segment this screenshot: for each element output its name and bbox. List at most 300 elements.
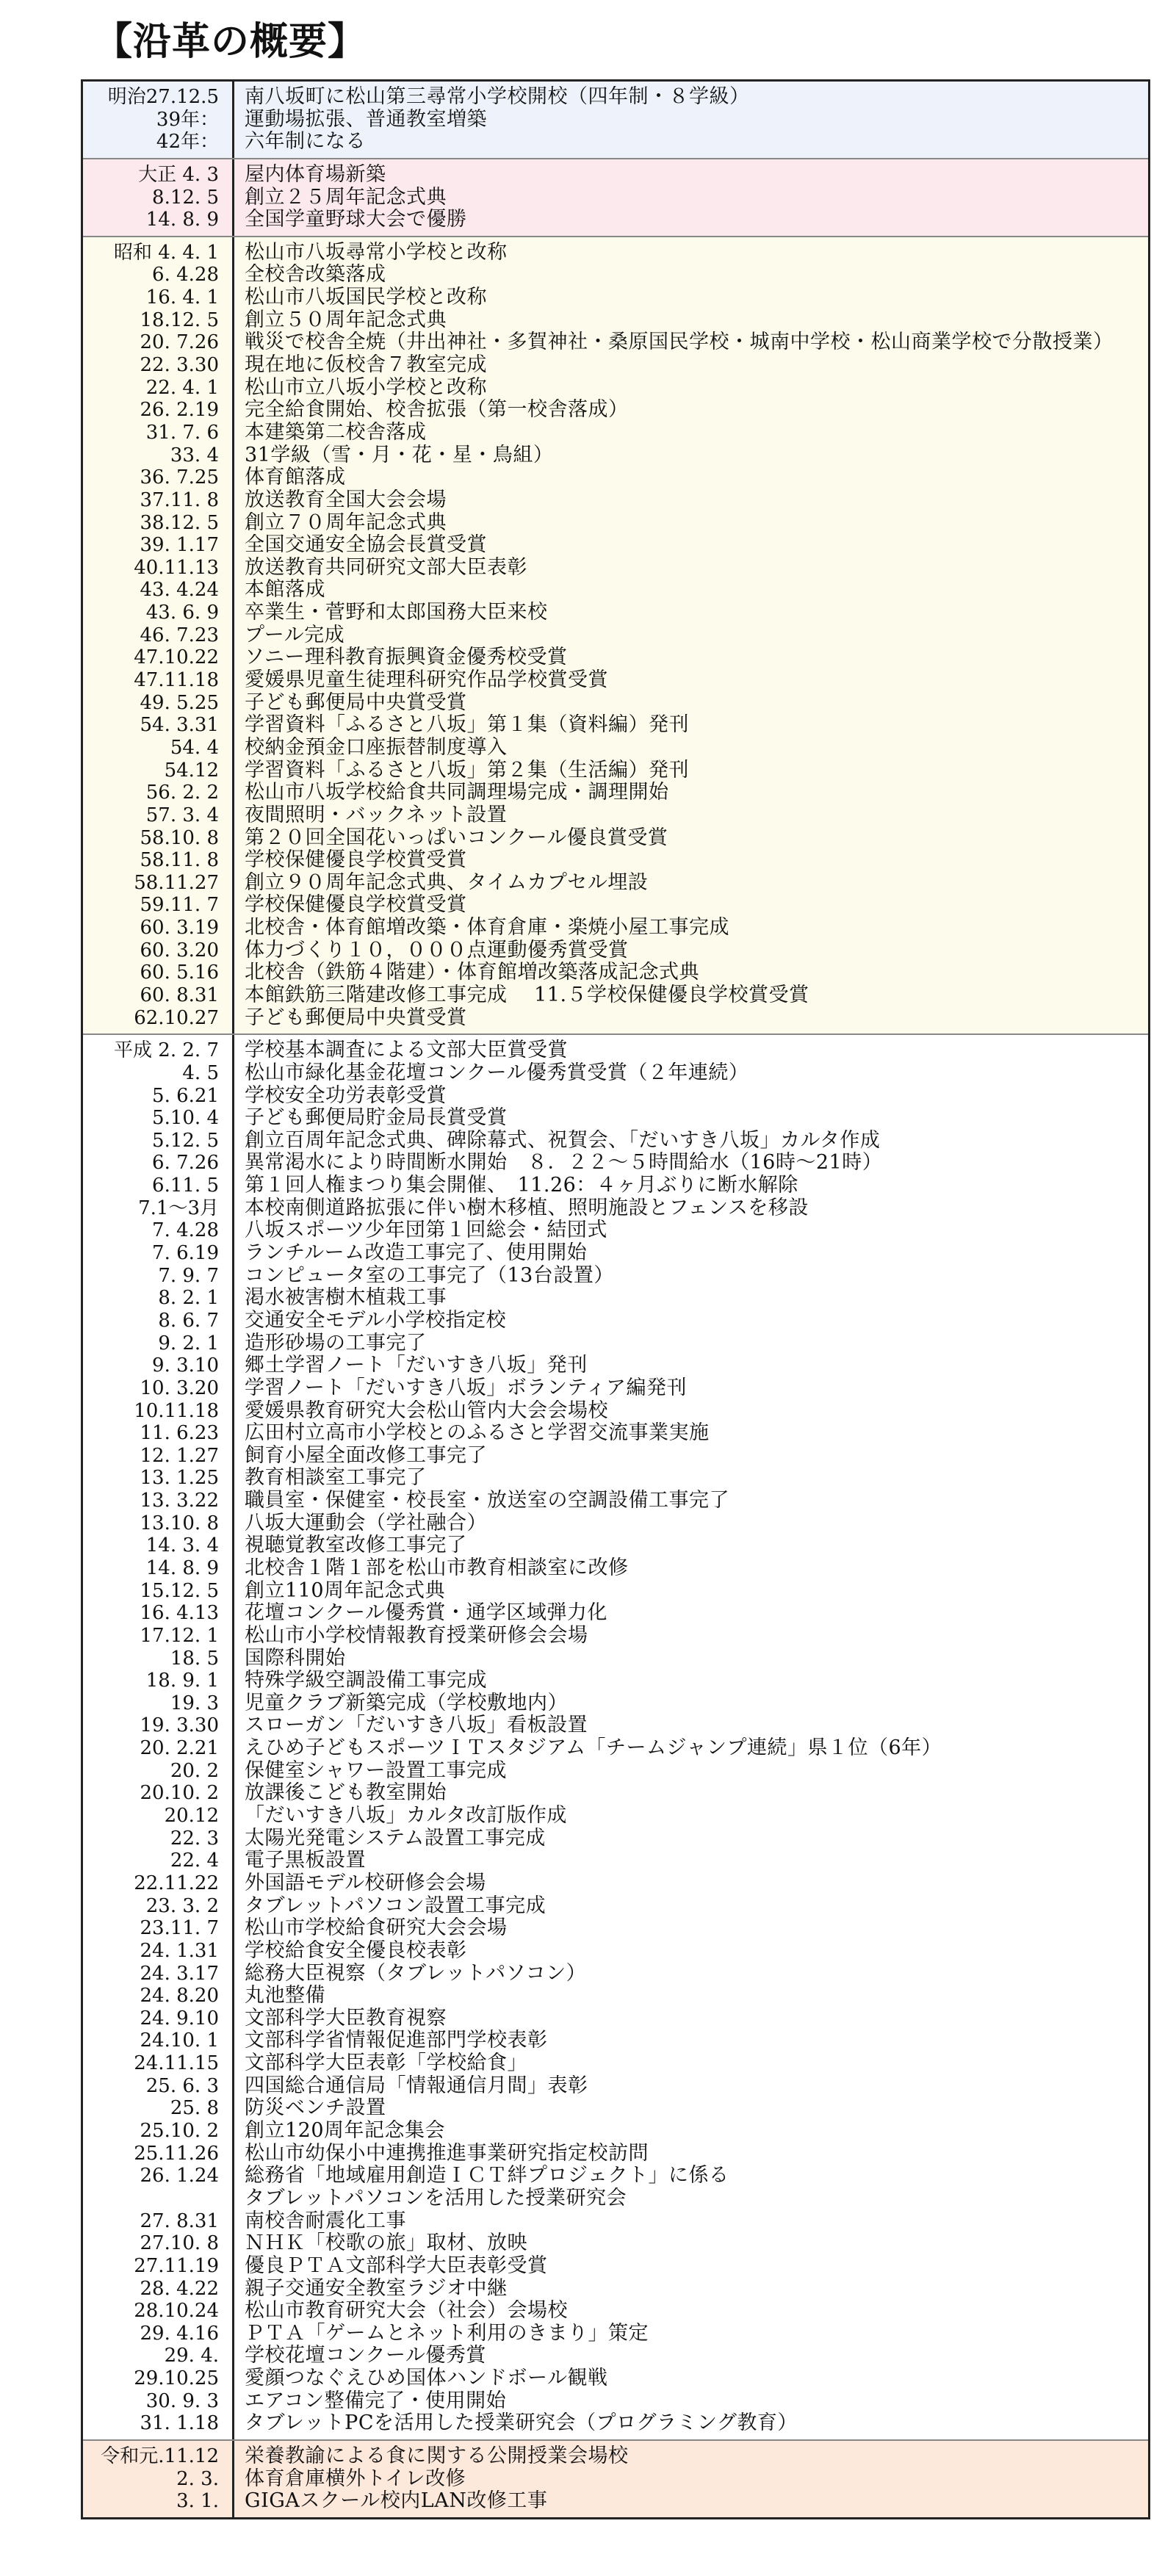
history-row: [83, 131, 1148, 154]
history-row: [83, 422, 1148, 444]
history-date: 49. 5.25: [83, 692, 234, 715]
history-row: [83, 624, 1148, 647]
history-date: 39. 1.17: [83, 534, 234, 557]
history-date: 27.11.19: [83, 2255, 234, 2278]
history-row: [83, 2255, 1148, 2278]
history-date: 24.11.15: [83, 2052, 234, 2075]
history-date: 25. 8: [83, 2097, 234, 2120]
history-event: 飼育小屋全面改修工事完了: [245, 1444, 487, 1467]
history-event: 本館落成: [245, 579, 325, 602]
history-row: [83, 2232, 1148, 2255]
history-event: 放送教育全国大会会場: [245, 488, 447, 511]
history-event: 運動場拡張、普通教室増築: [245, 108, 487, 131]
history-event: 北校舎（鉄筋４階建）・体育館増改築落成記念式典: [245, 962, 699, 984]
history-event: 北校舎・体育館増改築・体育倉庫・楽焼小屋工事完成: [245, 917, 729, 939]
history-row: [83, 1085, 1148, 1108]
history-event: タブレットパソコン設置工事完成: [245, 1894, 546, 1917]
history-row: [83, 1152, 1148, 1175]
history-date: 25.10. 2: [83, 2120, 234, 2143]
history-date: 6. 4.28: [83, 264, 234, 286]
history-date: [83, 2187, 234, 2210]
history-event: 視聴覚教室改修工事完了: [245, 1534, 467, 1557]
history-row: [83, 354, 1148, 377]
history-row: [83, 1714, 1148, 1737]
history-date: 9. 2. 1: [83, 1332, 234, 1355]
history-row: [83, 512, 1148, 535]
history-event: ランチルーム改造工事完了、使用開始: [245, 1242, 588, 1265]
history-date: 8. 6. 7: [83, 1310, 234, 1332]
history-date: 7. 4.28: [83, 1219, 234, 1242]
history-date: 6.11. 5: [83, 1175, 234, 1197]
history-row: [83, 2367, 1148, 2390]
history-date: 6. 7.26: [83, 1152, 234, 1175]
history-event: 北校舎１階１部を松山市教育相談室に改修: [245, 1557, 629, 1579]
history-date: 59.11. 7: [83, 894, 234, 917]
history-event: 子ども郵便局中央賞受賞: [245, 1006, 467, 1029]
history-date: 18. 9. 1: [83, 1670, 234, 1692]
history-row: [83, 1985, 1148, 2007]
history-event: 職員室・保健室・校長室・放送室の空調設備工事完了: [245, 1490, 729, 1512]
history-event: 体育館落成: [245, 466, 346, 489]
history-date: 58.11. 8: [83, 849, 234, 872]
history-date: 15.12. 5: [83, 1580, 234, 1603]
page-title: 【沿革の概要】: [94, 20, 367, 64]
history-event: 学校基本調査による文部大臣賞受賞: [245, 1039, 568, 1062]
history-date: 60. 8.31: [83, 984, 234, 1007]
history-row: [83, 1512, 1148, 1535]
history-event: 渇水被害樹木植栽工事: [245, 1287, 447, 1310]
history-row: [83, 1648, 1148, 1670]
history-row: [83, 1828, 1148, 1850]
history-row: [83, 1062, 1148, 1085]
history-date: 33. 4: [83, 444, 234, 467]
history-date: 22. 3.30: [83, 354, 234, 377]
history-event: 屋内体育場新築: [245, 163, 386, 186]
history-row: [83, 1039, 1148, 1062]
history-event: 学習資料「ふるさと八坂」第２集（生活編）発刊: [245, 759, 689, 782]
history-date: 16. 4. 1: [83, 286, 234, 309]
history-row: [83, 1782, 1148, 1805]
history-row: [83, 557, 1148, 580]
history-date: 47.10.22: [83, 646, 234, 669]
history-row: [83, 2210, 1148, 2233]
history-date: 58.10. 8: [83, 827, 234, 850]
history-row: [83, 1490, 1148, 1512]
history-date: 4. 5: [83, 1062, 234, 1085]
history-row: [83, 1895, 1148, 1918]
history-date: 40.11.13: [83, 557, 234, 580]
history-date: 8. 2. 1: [83, 1287, 234, 1310]
history-event: 教育相談室工事完了: [245, 1467, 427, 1490]
history-event: 造形砂場の工事完了: [245, 1332, 427, 1354]
era-section-showa: [83, 236, 1148, 1033]
history-event: エアコン整備完了・使用開始: [245, 2389, 507, 2412]
history-event: ＮＨＫ「校歌の旅」取材、放映: [245, 2232, 527, 2255]
history-row: [83, 2412, 1148, 2435]
history-date: 9. 3.10: [83, 1354, 234, 1377]
history-event: プール完成: [245, 624, 345, 646]
history-event: 松山市八坂学校給食共同調理場完成・調理開始: [245, 782, 669, 804]
history-row: [83, 1872, 1148, 1895]
history-row: [83, 2390, 1148, 2413]
history-event: 放課後こども教室開始: [245, 1782, 447, 1805]
history-date: 24. 9.10: [83, 2007, 234, 2030]
history-row: [83, 2120, 1148, 2143]
history-event: 南校舎耐震化工事: [245, 2209, 406, 2232]
history-date: 27.10. 8: [83, 2232, 234, 2255]
history-row: [83, 1850, 1148, 1872]
history-event: タブレットパソコンを活用した授業研究会: [245, 2187, 627, 2209]
history-row: [83, 86, 1148, 109]
history-row: [83, 849, 1148, 872]
history-event: 学校保健優良学校賞受賞: [245, 849, 467, 872]
history-date: 28. 4.22: [83, 2278, 234, 2301]
history-row: [83, 466, 1148, 489]
history-row: [83, 669, 1148, 692]
history-date: 8.12. 5: [83, 187, 234, 209]
history-event: 学校保健優良学校賞受賞: [245, 894, 467, 917]
history-date: 62.10.27: [83, 1007, 234, 1030]
history-row: [83, 1602, 1148, 1625]
history-date: 28.10.24: [83, 2300, 234, 2323]
history-date: 54.12: [83, 760, 234, 782]
history-event: 松山市緑化基金花壇コンクール優秀賞受賞（２年連続）: [245, 1061, 749, 1084]
history-event: 南八坂町に松山第三尋常小学校開校（四年制・８学級）: [245, 86, 750, 108]
history-date: 24. 3.17: [83, 1963, 234, 1985]
history-date: 12. 1.27: [83, 1445, 234, 1468]
history-date: 13. 1.25: [83, 1467, 234, 1490]
history-row: [83, 1107, 1148, 1130]
history-event: 交通安全モデル小学校指定校: [245, 1309, 507, 1332]
history-date: 10.11.18: [83, 1400, 234, 1423]
history-date: 22. 4. 1: [83, 377, 234, 400]
history-event: 松山市教育研究大会（社会）会場校: [245, 2300, 568, 2323]
history-date: 11. 6.23: [83, 1422, 234, 1445]
era-section-taisho: [83, 158, 1148, 236]
history-event: コンピュータ室の工事完了（13台設置）: [245, 1264, 614, 1287]
history-row: [83, 2278, 1148, 2301]
history-date: 25.11.26: [83, 2143, 234, 2165]
history-event: タブレットPCを活用した授業研究会（プログラミング教育）: [245, 2412, 798, 2435]
history-row: [83, 1940, 1148, 1963]
history-row: [83, 399, 1148, 422]
history-row: [83, 1963, 1148, 1985]
history-event: 特殊学級空調設備工事完成: [245, 1670, 487, 1692]
history-event: 文部科学大臣表彰「学校給食」: [245, 2052, 527, 2075]
history-date: 58.11.27: [83, 872, 234, 895]
history-event: 放送教育共同研究文部大臣表彰: [245, 556, 527, 579]
history-row: [83, 1760, 1148, 1783]
history-event: 本建築第二校舎落成: [245, 421, 427, 444]
history-event: 郷土学習ノート「だいすき八坂」発刊: [245, 1354, 588, 1377]
history-date: 20. 7.26: [83, 331, 234, 354]
history-date: 60. 3.19: [83, 917, 234, 939]
history-event: 創立５０周年記念式典: [245, 309, 447, 331]
history-date: 7. 6.19: [83, 1242, 234, 1265]
history-row: [83, 646, 1148, 669]
history-date: 13.10. 8: [83, 1512, 234, 1535]
history-date: 10. 3.20: [83, 1377, 234, 1400]
history-row: [83, 1377, 1148, 1400]
history-row: [83, 714, 1148, 737]
history-event: 愛顔つなぐえひめ国体ハンドボール観戦: [245, 2367, 608, 2390]
history-row: [83, 1917, 1148, 1940]
history-date: 大正 4. 3: [83, 164, 234, 187]
history-event: 子ども郵便局中央賞受賞: [245, 691, 467, 714]
history-row: [83, 1197, 1148, 1220]
history-row: [83, 827, 1148, 850]
history-date: 43. 6. 9: [83, 602, 234, 624]
history-date: 明治27.12.5: [83, 86, 234, 109]
history-row: [83, 1625, 1148, 1648]
history-row: [83, 2097, 1148, 2120]
history-date: 60. 3.20: [83, 939, 234, 962]
history-row: [83, 760, 1148, 782]
history-row: [83, 109, 1148, 131]
history-row: [83, 1007, 1148, 1030]
history-row: [83, 2075, 1148, 2098]
history-date: 18.12. 5: [83, 309, 234, 332]
history-row: [83, 1400, 1148, 1423]
history-row: [83, 917, 1148, 939]
history-date: 5.10. 4: [83, 1107, 234, 1130]
era-section-meiji: [83, 82, 1148, 158]
history-date: 20.12: [83, 1805, 234, 1828]
history-event: 子ども郵便局貯金局長賞受賞: [245, 1107, 508, 1130]
history-row: [83, 1219, 1148, 1242]
history-event: 体育倉庫横外トイレ改修: [245, 2467, 466, 2490]
history-date: 昭和 4. 4. 1: [83, 242, 234, 264]
history-date: 46. 7.23: [83, 624, 234, 647]
history-date: 43. 4.24: [83, 579, 234, 602]
history-date: 20. 2.21: [83, 1737, 234, 1760]
history-event: 「だいすき八坂」カルタ改訂版作成: [245, 1805, 567, 1828]
history-event: 国際科開始: [245, 1647, 346, 1670]
history-row: [83, 1130, 1148, 1152]
history-event: 校納金預金口座振替制度導入: [245, 736, 508, 759]
history-row: [83, 782, 1148, 804]
history-date: 19. 3.30: [83, 1714, 234, 1737]
history-event: 創立７０周年記念式典: [245, 511, 447, 534]
history-row: [83, 2300, 1148, 2323]
history-row: [83, 2007, 1148, 2030]
history-date: 38.12. 5: [83, 512, 234, 535]
history-row: [83, 2445, 1148, 2468]
history-event: 学習資料「ふるさと八坂」第１集（資料編）発刊: [245, 714, 689, 737]
history-date: 23.11. 7: [83, 1917, 234, 1940]
history-date: 25. 6. 3: [83, 2075, 234, 2098]
history-row: [83, 264, 1148, 286]
history-date: 22.11.22: [83, 1872, 234, 1895]
history-row: [83, 1354, 1148, 1377]
history-date: 7.1～3月: [83, 1197, 234, 1220]
history-date: 57. 3. 4: [83, 804, 234, 827]
history-row: [83, 1737, 1148, 1760]
history-event: 八坂スポーツ少年団第１回総会・結団式: [245, 1219, 607, 1242]
history-date: 56. 2. 2: [83, 782, 234, 804]
history-event: 異常渇水により時間断水開始 ８．２２～５時間給水（16時～21時）: [245, 1152, 883, 1175]
history-date: 30. 9. 3: [83, 2390, 234, 2413]
history-date: 36. 7.25: [83, 466, 234, 489]
history-event: 愛媛県教育研究大会松山管内大会会場校: [245, 1399, 608, 1422]
history-date: 26. 2.19: [83, 399, 234, 422]
history-row: [83, 579, 1148, 602]
history-event: 創立百周年記念式典、碑除幕式、祝賀会、「だいすき八坂」カルタ作成: [245, 1129, 881, 1152]
history-date: 22. 3: [83, 1828, 234, 1850]
history-row: [83, 1534, 1148, 1557]
history-date: 16. 4.13: [83, 1602, 234, 1625]
history-event: 電子黒板設置: [245, 1850, 366, 1872]
history-row: [83, 804, 1148, 827]
history-date: 19. 3: [83, 1692, 234, 1715]
history-event: 優良ＰＴＡ文部科学大臣表彰受賞: [245, 2254, 548, 2277]
history-row: [83, 2345, 1148, 2367]
history-event: 全国交通安全協会長賞受賞: [245, 534, 487, 557]
era-section-reiwa: [83, 2439, 1148, 2517]
history-row: [83, 187, 1148, 209]
history-date: 31. 7. 6: [83, 422, 234, 444]
history-event: 創立110周年記念式典: [245, 1579, 446, 1602]
history-row: [83, 1175, 1148, 1197]
history-event: 第１回人権まつり集会開催、 11.26：４ヶ月ぶりに断水解除: [245, 1175, 798, 1197]
history-row: [83, 444, 1148, 467]
history-row: [83, 1580, 1148, 1603]
history-row: [83, 962, 1148, 984]
history-event: 本館鉄筋三階建改修工事完成 11.５学校保健優良学校賞受賞: [245, 984, 809, 1006]
history-date: 60. 5.16: [83, 962, 234, 984]
history-row: [83, 1805, 1148, 1828]
history-event: 保健室シャワー設置工事完成: [245, 1759, 507, 1782]
history-event: 第２０回全国花いっぱいコンクール優良賞受賞: [245, 826, 668, 849]
history-date: 14. 8. 9: [83, 209, 234, 231]
history-event: 松山市八坂尋常小学校と改称: [245, 241, 508, 264]
history-date: 5. 6.21: [83, 1085, 234, 1108]
history-row: [83, 1422, 1148, 1445]
history-event: 体力づくり１０，０００点運動優秀賞受賞: [245, 939, 629, 962]
history-row: [83, 209, 1148, 231]
history-date: 24. 1.31: [83, 1940, 234, 1963]
history-date: 47.11.18: [83, 669, 234, 692]
history-row: [83, 309, 1148, 332]
history-row: [83, 1557, 1148, 1580]
history-event: 創立120周年記念集会: [245, 2120, 446, 2143]
history-date: 29. 4.16: [83, 2323, 234, 2345]
history-row: [83, 164, 1148, 187]
history-date: 令和元.11.12: [83, 2445, 234, 2468]
history-event: 愛媛県児童生徒理科研究作品学校賞受賞: [245, 669, 608, 692]
history-event: 栄養教諭による食に関する公開授業会場校: [245, 2445, 629, 2467]
history-event: 現在地に仮校舎７教室完成: [245, 354, 487, 377]
history-date: 20. 2: [83, 1760, 234, 1783]
history-event: 松山市立八坂小学校と改称: [245, 376, 487, 399]
history-event: 松山市小学校情報教育授業研修会会場: [245, 1624, 588, 1647]
history-event: 戦災で校舎全焼（井出神社・多賀神社・桑原国民学校・城南中学校・松山商業学校で分散授業）: [245, 331, 1114, 354]
history-row: [83, 1242, 1148, 1265]
history-row: [83, 872, 1148, 895]
history-date: 29.10.25: [83, 2367, 234, 2390]
history-row: [83, 2030, 1148, 2052]
history-date: 平成 2. 2. 7: [83, 1039, 234, 1062]
history-row: [83, 1467, 1148, 1490]
history-row: [83, 2165, 1148, 2187]
history-event: 八坂大運動会（学社融合）: [245, 1512, 487, 1534]
history-row: [83, 692, 1148, 715]
history-event: 親子交通安全教室ラジオ中継: [245, 2277, 508, 2300]
history-event: 学校安全功労表彰受賞: [245, 1084, 447, 1107]
history-table: [81, 79, 1150, 2519]
history-event: ソニー理科教育振興資金優秀校受賞: [245, 646, 568, 669]
history-row: [83, 2323, 1148, 2345]
history-event: 全国学童野球大会で優勝: [245, 209, 467, 231]
history-date: 26. 1.24: [83, 2165, 234, 2187]
history-row: [83, 1670, 1148, 1692]
history-row: [83, 2143, 1148, 2165]
history-event: 太陽光発電システム設置工事完成: [245, 1827, 546, 1850]
history-date: 39年：: [83, 109, 234, 131]
history-event: 文部科学省情報促進部門学校表彰: [245, 2030, 548, 2052]
history-row: [83, 1332, 1148, 1355]
history-event: 学校給食安全優良校表彰: [245, 1939, 467, 1962]
history-event: 創立２５周年記念式典: [245, 186, 447, 209]
history-event: 総務省「地域雇用創造ＩＣＴ絆プロジェクト」に係る: [245, 2165, 729, 2187]
history-date: 54. 4: [83, 737, 234, 760]
history-row: [83, 2187, 1148, 2210]
history-event: 丸池整備: [245, 1985, 325, 2007]
history-date: 42年：: [83, 131, 234, 154]
history-row: [83, 534, 1148, 557]
history-row: [83, 242, 1148, 264]
history-date: 3. 1.: [83, 2490, 234, 2513]
history-date: 24.10. 1: [83, 2030, 234, 2052]
history-event: 花壇コンクール優秀賞・通学区域弾力化: [245, 1602, 607, 1625]
history-date: 22. 4: [83, 1850, 234, 1872]
history-event: 松山市学校給食研究大会会場: [245, 1917, 508, 1940]
history-row: [83, 2468, 1148, 2491]
history-date: 17.12. 1: [83, 1625, 234, 1648]
history-row: [83, 2490, 1148, 2513]
history-event: ＰＴＡ「ゲームとネット利用のきまり」策定: [245, 2322, 649, 2345]
history-row: [83, 602, 1148, 624]
history-date: 27. 8.31: [83, 2210, 234, 2233]
history-row: [83, 737, 1148, 760]
history-event: 学習ノート「だいすき八坂」ボランティア編発刊: [245, 1377, 688, 1399]
history-event: 本校南側道路拡張に伴い樹木移植、照明施設とフェンスを移設: [245, 1197, 809, 1219]
history-date: 23. 3. 2: [83, 1895, 234, 1918]
history-date: 20.10. 2: [83, 1782, 234, 1805]
history-row: [83, 894, 1148, 917]
history-date: 31. 1.18: [83, 2412, 234, 2435]
history-event: 外国語モデル校研修会会場: [245, 1872, 486, 1894]
history-row: [83, 377, 1148, 400]
history-row: [83, 939, 1148, 962]
history-event: えひめ子どもスポーツＩＴスタジアム「チームジャンプ連続」県１位（6年）: [245, 1737, 942, 1760]
history-event: 四国総合通信局「情報通信月間」表彰: [245, 2074, 588, 2097]
history-date: 13. 3.22: [83, 1490, 234, 1512]
history-row: [83, 1692, 1148, 1715]
history-row: [83, 286, 1148, 309]
history-event: 学校花壇コンクール優秀賞: [245, 2345, 486, 2367]
history-event: 児童クラブ新築完成（学校敷地内）: [245, 1692, 568, 1714]
era-section-heisei: [83, 1033, 1148, 2439]
history-event: 広田村立高市小学校とのふるさと学習交流事業実施: [245, 1422, 710, 1445]
history-row: [83, 1445, 1148, 1468]
history-date: 24. 8.20: [83, 1985, 234, 2007]
history-date: 18. 5: [83, 1648, 234, 1670]
history-row: [83, 1310, 1148, 1332]
history-date: 5.12. 5: [83, 1130, 234, 1152]
history-row: [83, 1265, 1148, 1288]
history-event: 松山市幼保小中連携推進事業研究指定校訪問: [245, 2142, 649, 2165]
